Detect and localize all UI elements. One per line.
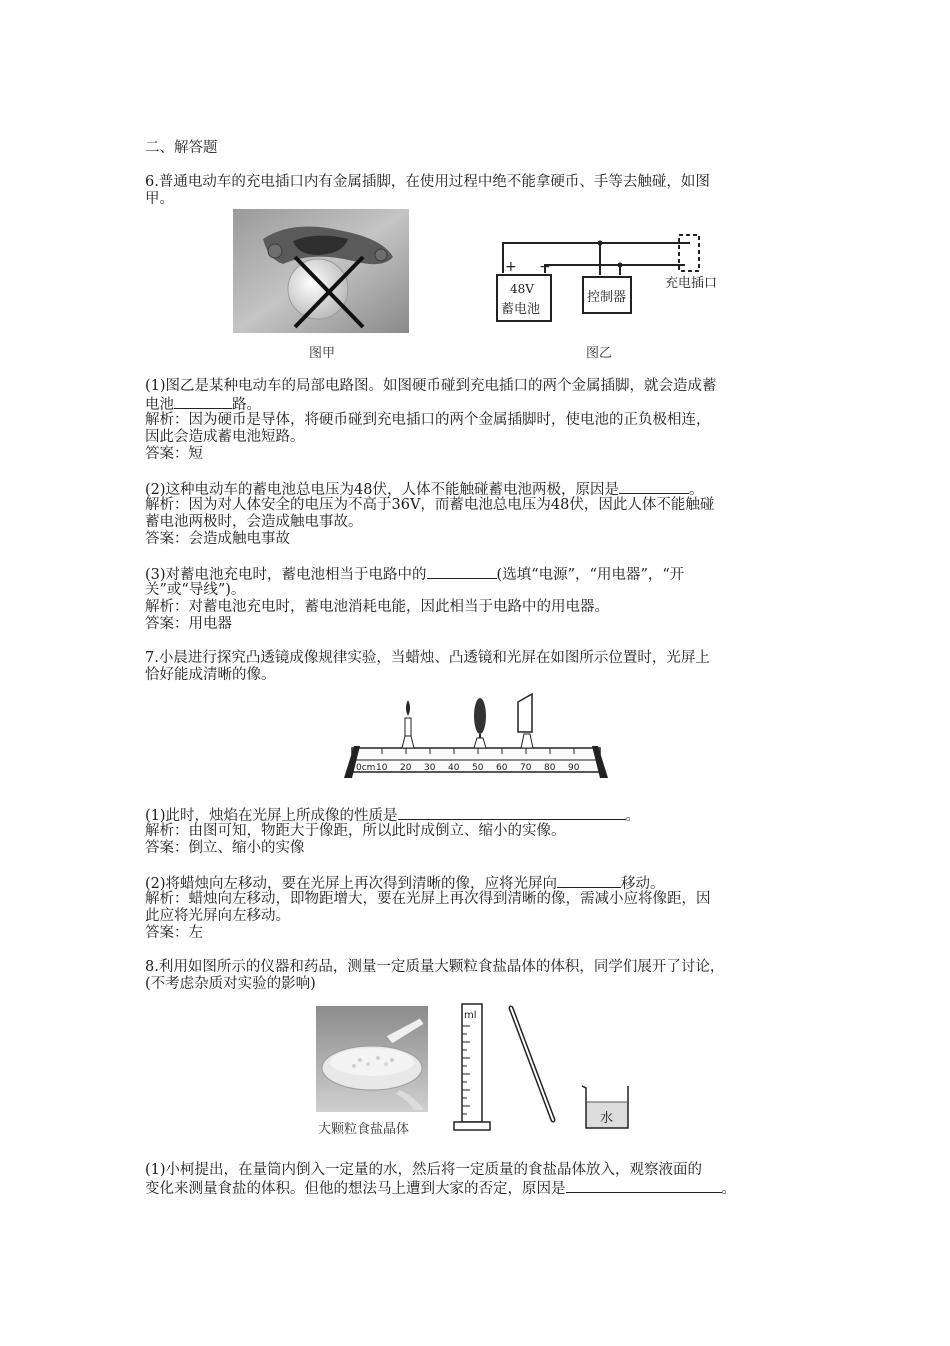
q8-part1-suffix: 。: [721, 1181, 736, 1197]
ruler-unit-label: 0cm: [356, 763, 376, 773]
ruler-tick-80: 80: [544, 763, 556, 773]
q7-part1-answer: 答案：倒立、缩小的实像: [145, 840, 305, 856]
q7-stem-line1: 7.小晨进行探究凸透镜成像规律实验，当蜡烛、凸透镜和光屏在如图所示位置时，光屏上: [145, 650, 710, 666]
q6-part2-suffix: 。: [689, 482, 704, 498]
q6-part3-text: (3)对蓄电池充电时，蓄电池相当于电路中的: [145, 567, 427, 583]
ruler-tick-70: 70: [520, 763, 532, 773]
q8-stem-line2: (不考虑杂质对实验的影响): [145, 976, 316, 992]
ruler-tick-50: 50: [472, 763, 484, 773]
q7-part2-answer: 答案：左: [145, 925, 203, 941]
q6-part3-answer: 答案：用电器: [145, 616, 232, 632]
battery-label: 蓄电池: [501, 302, 541, 317]
ruler-tick-10: 10: [376, 763, 388, 773]
ruler-tick-90: 90: [568, 763, 580, 773]
q7-part1-answer-blank[interactable]: [398, 806, 626, 820]
controller-label: 控制器: [587, 290, 627, 305]
figure-yi-circuit: [485, 225, 745, 325]
cylinder-unit-label: ml: [464, 1010, 477, 1021]
q8-part1-line2: [145, 1179, 736, 1198]
light-screen: [518, 694, 533, 748]
q6-part2-text: (2)这种电动车的蓄电池总电压为48伏，人体不能触碰蓄电池两极，原因是: [145, 482, 619, 498]
q8-part1-line1: (1)小柯提出，在量筒内倒入一定量的水，然后将一定质量的食盐晶体放入，观察液面的: [145, 1162, 703, 1178]
figure-yi-caption: 图乙: [586, 346, 613, 361]
ruler-tick-40: 40: [448, 763, 460, 773]
q6-part1-answer-blank[interactable]: [174, 395, 232, 409]
q6-part1-line1: (1)图乙是某种电动车的局部电路图。如图硬币碰到充电插口的两个金属插脚，就会造成蓄: [145, 378, 717, 394]
q6-part3-line2: 关”或“导线”)。: [145, 582, 246, 598]
q6-part3-analysis: 解析：对蓄电池充电时，蓄电池消耗电能，因此相当于电路中的用电器。: [145, 599, 609, 615]
q8-part1-text: 变化来测量食盐的体积。但他的想法马上遭到大家的否定，原因是: [145, 1181, 566, 1197]
q6-part2-answer-blank[interactable]: [619, 480, 689, 494]
q6-part1-text: 电池: [145, 397, 174, 413]
q6-part2-answer: 答案：会造成触电事故: [145, 531, 290, 547]
q8-stem-line1: 8.利用如图所示的仪器和药品，测量一定质量大颗粒食盐晶体的体积，同学们展开了讨论，: [145, 959, 725, 975]
measuring-cylinder: [452, 1000, 496, 1134]
figure-optical-bench: [338, 688, 614, 784]
glass-rod: [505, 1004, 561, 1124]
figure-jia-caption: 图甲: [309, 346, 336, 361]
q8-part1-answer-blank[interactable]: [566, 1179, 722, 1193]
q6-part2-analysis-line2: 蓄电池两极时，会造成触电事故。: [145, 514, 363, 530]
q7-part1-analysis: 解析：由图可知，物距大于像距，所以此时成倒立、缩小的实像。: [145, 823, 566, 839]
q6-stem-line1: 6.普通电动车的充电插口内有金属插脚，在使用过程中绝不能拿硬币、手等去触碰，如图: [145, 174, 710, 190]
candle: [402, 700, 414, 748]
salt-crystal-photo: [316, 1006, 428, 1112]
section-title: 二、解答题: [145, 140, 218, 156]
ruler-tick-30: 30: [424, 763, 436, 773]
salt-caption: 大颗粒食盐晶体: [318, 1122, 410, 1137]
q7-part1-text: (1)此时，烛焰在光屏上所成像的性质是: [145, 808, 398, 824]
q7-part2-text: (2)将蜡烛向左移动，要在光屏上再次得到清晰的像，应将光屏向: [145, 876, 558, 892]
q6-part2-analysis-line1: 解析：因为对人体安全的电压为不高于36V，而蓄电池总电压为48伏，因此人体不能触碰: [145, 497, 715, 513]
q7-part2-analysis-line2: 此应将光屏向左移动。: [145, 908, 290, 924]
battery-plus-sign: +: [505, 259, 517, 275]
q6-part3-answer-blank[interactable]: [427, 565, 497, 579]
q6-part3-options: (选填“电源”，“用电器”，“开: [496, 567, 685, 583]
battery-voltage-label: 48V: [510, 282, 534, 296]
battery-minus-sign: −: [539, 259, 551, 275]
q7-stem-line2: 恰好能成清晰的像。: [145, 667, 276, 683]
convex-lens: [474, 698, 486, 748]
q6-stem-line2: 甲。: [145, 191, 174, 207]
charging-port-label: 充电插口: [665, 276, 718, 291]
ruler-tick-20: 20: [400, 763, 412, 773]
q6-part1-analysis-line2: 因此会造成蓄电池短路。: [145, 429, 305, 445]
q6-part1-analysis-line1: 解析：因为硬币是导体，将硬币碰到充电插口的两个金属插脚时，使电池的正负极相连，: [145, 412, 711, 428]
q7-part1-suffix: 。: [625, 808, 641, 824]
q7-part2-answer-blank[interactable]: [557, 874, 621, 888]
ruler-tick-60: 60: [496, 763, 508, 773]
q7-part2-analysis-line1: 解析：蜡烛向左移动，即物距增大，要在光屏上再次得到清晰的像，需减小应将像距，因: [145, 891, 711, 907]
water-beaker: [578, 1080, 636, 1134]
figure-jia-photo: [233, 209, 409, 333]
q6-part1-suffix: 路。: [232, 397, 261, 413]
q7-part2-suffix: 移动。: [621, 876, 665, 892]
beaker-water-label: 水: [600, 1111, 614, 1126]
q6-part1-answer: 答案：短: [145, 446, 203, 462]
